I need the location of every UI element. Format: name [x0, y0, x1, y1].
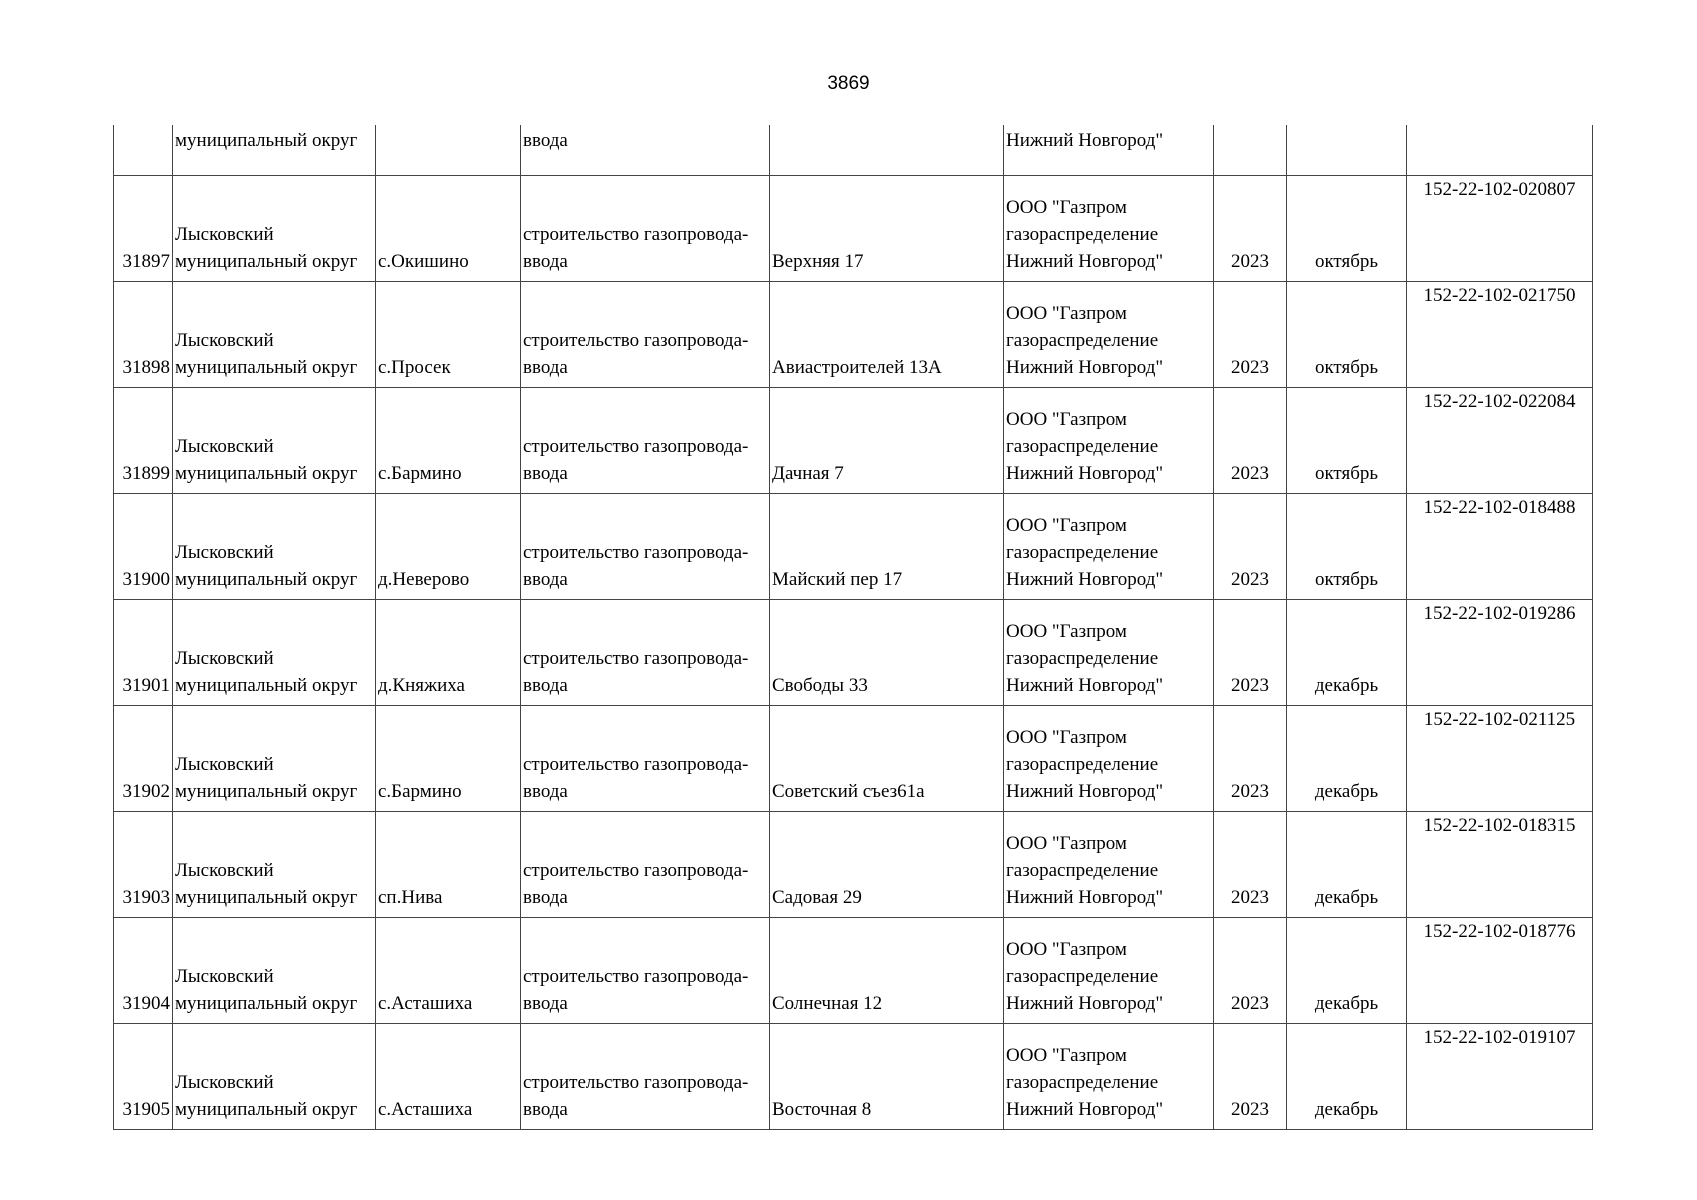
cell-month: октябрь — [1287, 282, 1407, 388]
cell-number: 31905 — [114, 1024, 173, 1130]
operator-line-1: ООО "Газпром — [1006, 409, 1127, 430]
cell-code: 152-22-102-018776 — [1407, 918, 1593, 1024]
cell-address: Советский съез61а — [770, 706, 1004, 812]
cell-year: 2023 — [1214, 706, 1287, 812]
cell-district — [173, 812, 376, 918]
cell-address: Садовая 29 — [770, 812, 1004, 918]
cell-district — [173, 1024, 376, 1130]
cell-year: 2023 — [1214, 812, 1287, 918]
district-type: муниципальный округ — [175, 675, 358, 696]
cell-address: Восточная 8 — [770, 1024, 1004, 1130]
cell-settlement: с.Просек — [376, 282, 521, 388]
district-name: Лысковский — [175, 966, 274, 987]
cell-number: 31903 — [114, 812, 173, 918]
cell-year — [1214, 125, 1287, 176]
cell-year: 2023 — [1214, 282, 1287, 388]
operator-line-3: Нижний Новгород" — [1006, 887, 1164, 908]
operator-line-2: газораспределение — [1006, 224, 1159, 245]
table-row — [114, 812, 1593, 918]
operator-line-2: газораспределение — [1006, 542, 1159, 563]
work-line-1: строительство газопровода- — [523, 224, 749, 245]
district-type: муниципальный округ — [175, 569, 358, 590]
cell-operator — [1004, 706, 1214, 812]
cell-number: 31900 — [114, 494, 173, 600]
cell-number: 31898 — [114, 282, 173, 388]
operator-line-2: газораспределение — [1006, 754, 1159, 775]
cell-month: октябрь — [1287, 176, 1407, 282]
district-name: Лысковский — [175, 1072, 274, 1093]
gasification-registry-table — [113, 125, 1593, 1130]
cell-settlement: с.Асташиха — [376, 1024, 521, 1130]
district-name: Лысковский — [175, 330, 274, 351]
cell-work — [521, 494, 770, 600]
district-type: муниципальный округ — [175, 1099, 358, 1120]
work-line-2: ввода — [523, 357, 568, 378]
district-type: муниципальный округ — [175, 887, 358, 908]
table-row — [114, 282, 1593, 388]
work-line-1: строительство газопровода- — [523, 754, 749, 775]
district-name: Лысковский — [175, 648, 274, 669]
district-type: муниципальный округ — [175, 463, 358, 484]
table-row — [114, 176, 1593, 282]
table-body — [114, 125, 1593, 1130]
cell-year: 2023 — [1214, 494, 1287, 600]
cell-code: 152-22-102-019286 — [1407, 600, 1593, 706]
cell-code: 152-22-102-018488 — [1407, 494, 1593, 600]
cell-address: Майский пер 17 — [770, 494, 1004, 600]
cell-year: 2023 — [1214, 388, 1287, 494]
cell-code: 152-22-102-019107 — [1407, 1024, 1593, 1130]
operator-line-3: Нижний Новгород" — [1006, 463, 1164, 484]
cell-operator — [1004, 176, 1214, 282]
work-line-1: строительство газопровода- — [523, 860, 749, 881]
cell-operator — [1004, 282, 1214, 388]
operator-line-2: газораспределение — [1006, 330, 1159, 351]
cell-number: 31902 — [114, 706, 173, 812]
table-row — [114, 388, 1593, 494]
district-name: Лысковский — [175, 860, 274, 881]
table-row — [114, 706, 1593, 812]
cell-month: декабрь — [1287, 918, 1407, 1024]
operator-line-3: Нижний Новгород" — [1006, 1099, 1164, 1120]
cell-number: 31897 — [114, 176, 173, 282]
district-name: Лысковский — [175, 224, 274, 245]
cell-operator — [1004, 600, 1214, 706]
operator-line-1: ООО "Газпром — [1006, 833, 1127, 854]
district-name: Лысковский — [175, 754, 274, 775]
operator-line-1: ООО "Газпром — [1006, 303, 1127, 324]
cell-address — [770, 125, 1004, 176]
operator-line-1: ООО "Газпром — [1006, 621, 1127, 642]
cell-year: 2023 — [1214, 918, 1287, 1024]
cell-district — [173, 918, 376, 1024]
work-line-1: строительство газопровода- — [523, 1072, 749, 1093]
work-line-2: ввода — [523, 569, 568, 590]
operator-line-1: ООО "Газпром — [1006, 1045, 1127, 1066]
cell-month — [1287, 125, 1407, 176]
operator-line-2: газораспределение — [1006, 436, 1159, 457]
operator-line-3: Нижний Новгород" — [1006, 781, 1164, 802]
work-line-1: строительство газопровода- — [523, 436, 749, 457]
cell-address: Авиастроителей 13А — [770, 282, 1004, 388]
operator-line-2: газораспределение — [1006, 966, 1159, 987]
cell-district — [173, 176, 376, 282]
cell-work — [521, 812, 770, 918]
operator-line-2: газораспределение — [1006, 860, 1159, 881]
work-line-1: строительство газопровода- — [523, 542, 749, 563]
work-line-2: ввода — [523, 675, 568, 696]
operator-line-2: газораспределение — [1006, 648, 1159, 669]
work-line-2: ввода — [523, 463, 568, 484]
cell-month: декабрь — [1287, 812, 1407, 918]
work-line-2: ввода — [523, 887, 568, 908]
district-name: Лысковский — [175, 542, 274, 563]
continuation-row — [114, 125, 1593, 176]
district-type: муниципальный округ — [175, 993, 358, 1014]
cell-address: Солнечная 12 — [770, 918, 1004, 1024]
cell-operator — [1004, 812, 1214, 918]
operator-line-1: ООО "Газпром — [1006, 939, 1127, 960]
cell-operator — [1004, 388, 1214, 494]
table-row — [114, 494, 1593, 600]
cell-month: декабрь — [1287, 600, 1407, 706]
cell-district — [173, 494, 376, 600]
cell-district — [173, 706, 376, 812]
cell-code: 152-22-102-018315 — [1407, 812, 1593, 918]
district-type: муниципальный округ — [175, 781, 358, 802]
cell-operator — [1004, 918, 1214, 1024]
cell-address: Свободы 33 — [770, 600, 1004, 706]
cell-work — [521, 706, 770, 812]
cell-month: октябрь — [1287, 388, 1407, 494]
cell-year: 2023 — [1214, 176, 1287, 282]
cell-work: ввода — [521, 125, 770, 176]
cell-settlement — [376, 125, 521, 176]
operator-line-1: ООО "Газпром — [1006, 197, 1127, 218]
cell-settlement: с.Асташиха — [376, 918, 521, 1024]
cell-work — [521, 1024, 770, 1130]
cell-month: октябрь — [1287, 494, 1407, 600]
operator-line-3: Нижний Новгород" — [1006, 357, 1164, 378]
operator-line-3: Нижний Новгород" — [1006, 675, 1164, 696]
cell-work — [521, 918, 770, 1024]
cell-code — [1407, 125, 1593, 176]
table-row — [114, 600, 1593, 706]
cell-month: декабрь — [1287, 706, 1407, 812]
cell-work — [521, 388, 770, 494]
cell-code: 152-22-102-021125 — [1407, 706, 1593, 812]
cell-settlement: д.Неверово — [376, 494, 521, 600]
district-name: Лысковский — [175, 436, 274, 457]
cell-settlement: сп.Нива — [376, 812, 521, 918]
cell-number — [114, 125, 173, 176]
cell-code: 152-22-102-022084 — [1407, 388, 1593, 494]
cell-district — [173, 282, 376, 388]
cell-work — [521, 282, 770, 388]
cell-year: 2023 — [1214, 600, 1287, 706]
cell-settlement: д.Княжиха — [376, 600, 521, 706]
page-number: 3869 — [827, 73, 870, 94]
operator-line-1: ООО "Газпром — [1006, 515, 1127, 536]
operator-line-3: Нижний Новгород" — [1006, 251, 1164, 272]
cell-work — [521, 176, 770, 282]
table-row — [114, 918, 1593, 1024]
operator-line-1: ООО "Газпром — [1006, 727, 1127, 748]
table-row — [114, 1024, 1593, 1130]
cell-settlement: с.Бармино — [376, 388, 521, 494]
cell-district — [173, 388, 376, 494]
cell-operator — [1004, 494, 1214, 600]
district-type: муниципальный округ — [175, 251, 358, 272]
cell-work — [521, 600, 770, 706]
cell-number: 31899 — [114, 388, 173, 494]
work-line-2: ввода — [523, 781, 568, 802]
operator-line-2: газораспределение — [1006, 1072, 1159, 1093]
operator-line-3: Нижний Новгород" — [1006, 993, 1164, 1014]
cell-year: 2023 — [1214, 1024, 1287, 1130]
cell-number: 31901 — [114, 600, 173, 706]
cell-code: 152-22-102-020807 — [1407, 176, 1593, 282]
cell-code: 152-22-102-021750 — [1407, 282, 1593, 388]
work-line-2: ввода — [523, 993, 568, 1014]
district-type: муниципальный округ — [175, 357, 358, 378]
work-line-2: ввода — [523, 251, 568, 272]
cell-settlement: с.Окишино — [376, 176, 521, 282]
cell-district: муниципальный округ — [173, 125, 376, 176]
cell-operator — [1004, 1024, 1214, 1130]
operator-line-3: Нижний Новгород" — [1006, 569, 1164, 590]
cell-district — [173, 600, 376, 706]
cell-settlement: с.Бармино — [376, 706, 521, 812]
work-line-1: строительство газопровода- — [523, 648, 749, 669]
work-line-2: ввода — [523, 1099, 568, 1120]
cell-month: декабрь — [1287, 1024, 1407, 1130]
cell-operator: Нижний Новгород" — [1004, 125, 1214, 176]
cell-address: Дачная 7 — [770, 388, 1004, 494]
work-line-1: строительство газопровода- — [523, 966, 749, 987]
work-line-1: строительство газопровода- — [523, 330, 749, 351]
cell-number: 31904 — [114, 918, 173, 1024]
cell-address: Верхняя 17 — [770, 176, 1004, 282]
